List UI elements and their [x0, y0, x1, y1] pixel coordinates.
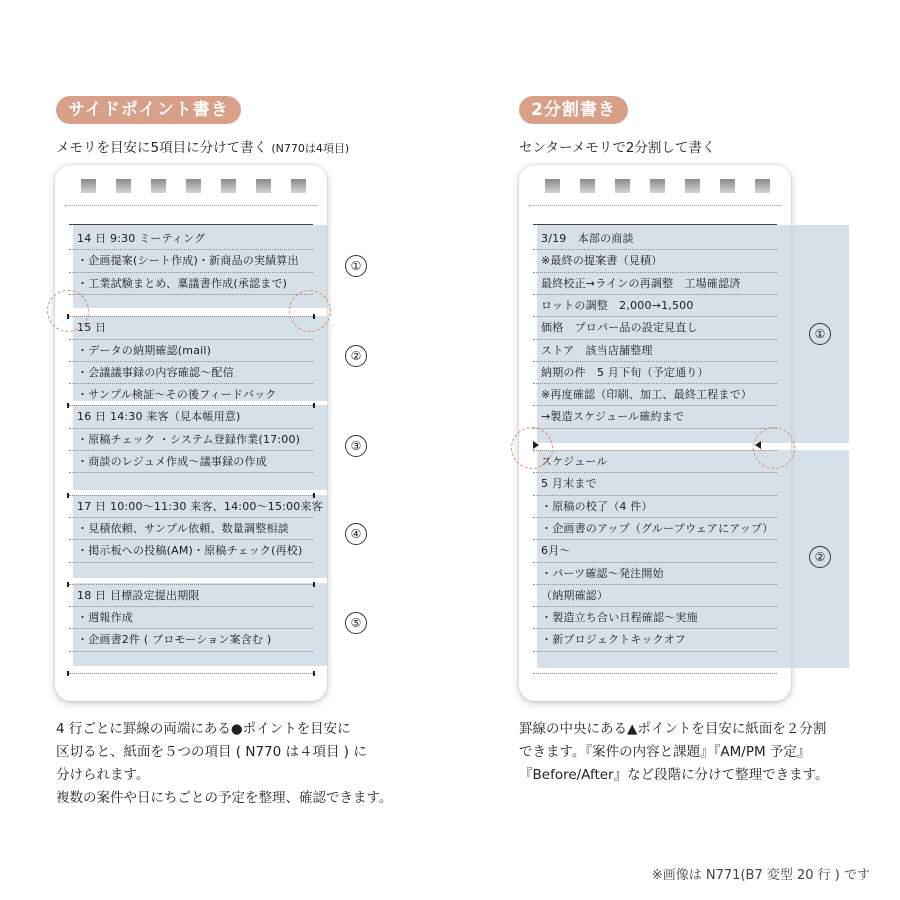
ruled-line: [533, 539, 777, 540]
section-number: ⑤: [345, 612, 367, 634]
ruled-line: [69, 517, 313, 518]
ruled-line: [69, 383, 313, 384]
memo-line-text: 15 日: [77, 321, 107, 335]
memo-line-text: ・掲示板への投稿(AM)・原稿チェック(再校): [77, 544, 303, 558]
center-point-triangle: [533, 441, 539, 449]
memo-line-text: ・企画書2件 ( プロモーション案含む ): [77, 633, 272, 647]
ruled-line: [69, 673, 313, 674]
ruled-line: [69, 428, 313, 429]
side-point-dot: [67, 671, 69, 676]
memo-line-text: ・工業試験まとめ、稟議書作成(承認まで): [77, 276, 288, 290]
memo-line-text: ・パーツ確認～発注開始: [541, 566, 664, 580]
ruled-line: [533, 405, 777, 406]
ruled-line: [69, 651, 313, 652]
ruled-line: [69, 495, 313, 496]
binding-holes: [81, 179, 306, 193]
top-rule: [69, 224, 313, 225]
memo-line-text: スケジュール: [541, 455, 608, 468]
ruled-line: [533, 628, 777, 629]
section-number: ①: [809, 323, 831, 345]
memo-line-text: ・商談のレジュメ作成～議事録の作成: [77, 455, 267, 468]
memo-line-text: ロットの調整 2,000→1,500: [541, 298, 694, 312]
side-point-dot: [313, 671, 315, 676]
ruled-line: [533, 562, 777, 563]
ruled-line: [69, 316, 313, 317]
memo-line-text: 5 月末まで: [541, 477, 597, 491]
notepad-side-point: [55, 165, 362, 701]
perforation-line: [529, 205, 781, 206]
ruled-line: [69, 539, 313, 540]
memo-line-text: ・製造立ち合い日程確認～実施: [541, 611, 698, 625]
point-highlight-circle: [511, 427, 553, 469]
side-point-dot: [67, 582, 69, 587]
memo-line-text: ・企画書のアップ（グループウェアにアップ）: [541, 521, 774, 535]
memo-line-text: ・原稿チェック ・システム登録作業(17:00): [77, 432, 301, 446]
side-point-dot: [313, 403, 315, 408]
memo-line-text: 6月～: [541, 544, 571, 558]
ruled-line: [533, 428, 777, 429]
ruled-line: [69, 606, 313, 607]
ruled-line: [69, 294, 313, 295]
memo-line-text: ・会議議事録の内容確認～配信: [77, 365, 234, 379]
ruled-line: [69, 450, 313, 451]
memo-line-text: →製造スケジュール確約まで: [541, 410, 685, 424]
ruled-line: [69, 472, 313, 473]
memo-line-text: ・データの納期確認(mail): [77, 343, 212, 357]
memo-line-text: ・サンプル検証～その後フィードバック: [77, 388, 277, 402]
memo-line-text: ※最終の提案書（見積）: [541, 254, 663, 268]
memo-line-text: ・企画提案(シート作成)・新商品の実績算出: [77, 254, 299, 268]
memo-line-text: ・週報作成: [77, 611, 133, 625]
memo-line-text: 17 日 10:00～11:30 来客、14:00～15:00来客: [77, 499, 323, 513]
ruled-line: [69, 405, 313, 406]
two-split-description: 罫線の中央にある▲ポイントを目安に紙面を２分割 できます。『案件の内容と課題』『AM/PM 予定』 『Before/After』など段階に分けて整理できます。: [519, 721, 829, 783]
side-point-description: 4 行ごとに罫線の両端にある●ポイントを目安に 区切ると、紙面を５つの項目 ( N770 は４項目 ) に 分けられます。 複数の案件や日にちごとの予定を整理、確認できます。: [56, 721, 393, 806]
memo-line-text: 18 日 目標設定提出期限: [77, 588, 200, 602]
ruled-line: [533, 272, 777, 273]
perforation-line: [65, 205, 317, 206]
ruled-line: [533, 450, 777, 451]
center-point-triangle: [755, 441, 761, 449]
point-highlight-circle: [47, 290, 89, 332]
side-point-subtitle: メモリを目安に5項目に分けて書く (N770は4項目): [56, 140, 350, 156]
ruled-line: [533, 383, 777, 384]
ruled-line: [533, 606, 777, 607]
memo-line-text: 価格 プロパー品の設定見直し: [541, 321, 698, 335]
two-split-subtitle: センターメモリで2分割して書く: [519, 140, 716, 156]
section-number: ②: [809, 546, 831, 568]
section-number: ③: [345, 435, 367, 457]
ruled-line: [69, 562, 313, 563]
memo-line-text: ・原稿の校了（4 件）: [541, 499, 653, 513]
ruled-line: [69, 628, 313, 629]
side-point-dot: [67, 403, 69, 408]
ruled-line: [533, 517, 777, 518]
memo-line-text: 14 日 9:30 ミーティング: [77, 232, 206, 245]
ruled-line: [69, 339, 313, 340]
two-split-title: 2分割書き: [519, 96, 628, 124]
ruled-line: [533, 339, 777, 340]
ruled-line: [69, 584, 313, 585]
side-point-dot: [67, 493, 69, 498]
ruled-line: [69, 361, 313, 362]
footer-note: ※画像は N771(B7 変型 20 行 ) です: [651, 868, 870, 883]
memo-line-text: 16 日 14:30 来客（見本帳用意): [77, 410, 241, 424]
memo-line-text: ストア 該当店舗整理: [541, 343, 653, 357]
section-number: ①: [345, 255, 367, 277]
ruled-line: [533, 294, 777, 295]
binding-holes: [545, 179, 770, 193]
memo-line-text: 3/19 本部の商談: [541, 232, 634, 245]
ruled-line: [533, 361, 777, 362]
memo-line-text: （納期確認）: [541, 588, 609, 602]
point-highlight-circle: [289, 290, 331, 332]
notepad-two-split: [519, 165, 826, 701]
ruled-line: [533, 673, 777, 674]
top-rule: [533, 224, 777, 225]
memo-line-text: ・見積依頼、サンプル依頼、数量調整相談: [77, 521, 289, 535]
ruled-line: [533, 584, 777, 585]
ruled-line: [533, 472, 777, 473]
memo-line-text: 最終校正→ラインの再調整 工場確認済: [541, 276, 741, 290]
side-point-title: サイドポイント書き: [56, 96, 241, 124]
memo-line-text: ※再度確認（印刷、加工、最終工程まで）: [541, 388, 753, 402]
section-number: ④: [345, 523, 367, 545]
section-number: ②: [345, 345, 367, 367]
ruled-line: [533, 316, 777, 317]
ruled-line: [69, 249, 313, 250]
ruled-line: [533, 495, 777, 496]
memo-line-text: 納期の件 5 月下旬（予定通り）: [541, 365, 709, 379]
ruled-line: [533, 249, 777, 250]
ruled-line: [69, 272, 313, 273]
side-point-dot: [313, 582, 315, 587]
ruled-line: [533, 651, 777, 652]
memo-line-text: ・新プロジェクトキックオフ: [541, 633, 686, 647]
